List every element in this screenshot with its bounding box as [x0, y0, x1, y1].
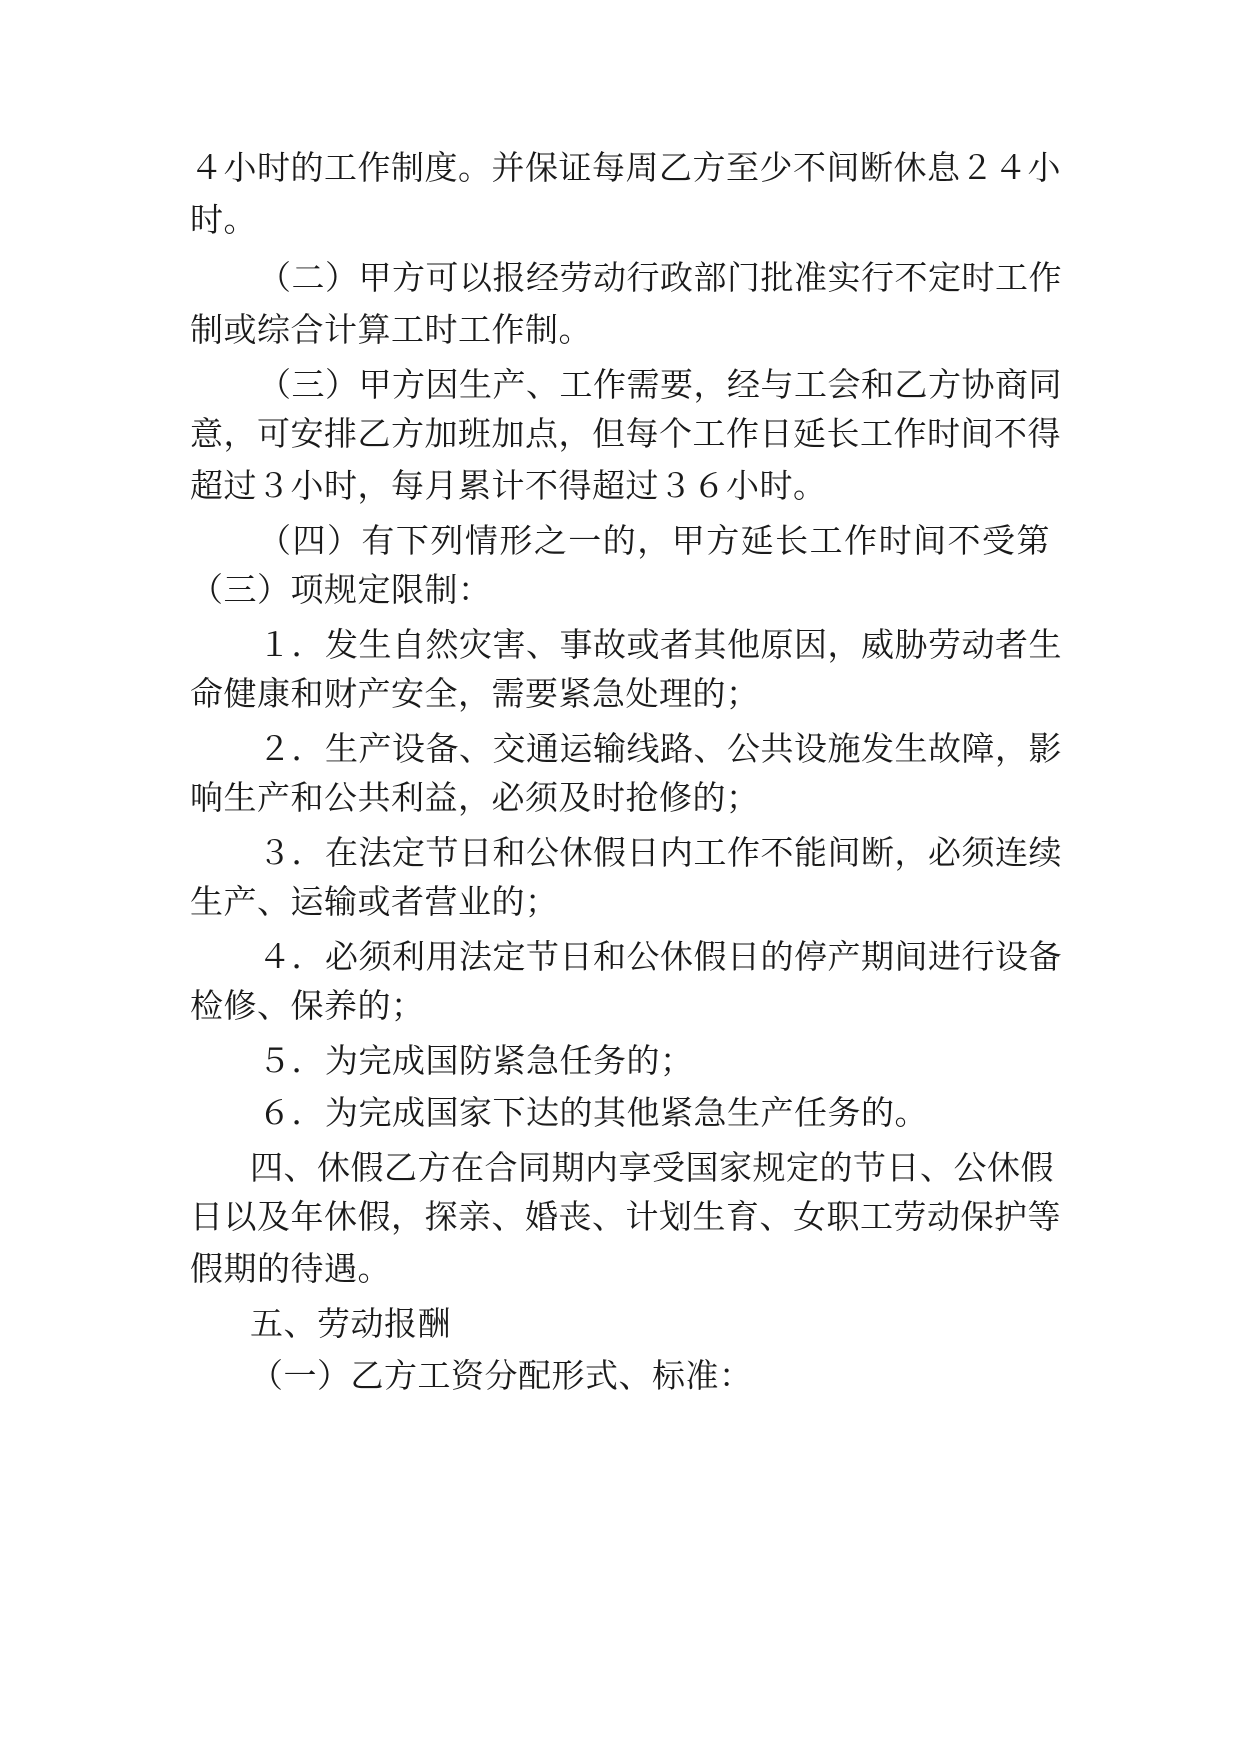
text-line-6: 意，可安排乙方加班加点，但每个工作日延长工作时间不得 [190, 414, 1061, 453]
text-line-12: ２．生产设备、交通运输线路、公共设施发生故障，影 [258, 729, 1062, 768]
text-line-21: 日以及年休假，探亲、婚丧、计划生育、女职工劳动保护等 [190, 1197, 1061, 1236]
text-line-22: 假期的待遇。 [190, 1249, 391, 1288]
text-line-19: ６．为完成国家下达的其他紧急生产任务的。 [258, 1093, 928, 1132]
text-line-1: ４小时的工作制度。并保证每周乙方至少不间断休息２４小 [190, 148, 1061, 187]
text-line-23: 五、劳动报酬 [250, 1304, 451, 1343]
text-line-16: ４．必须利用法定节日和公休假日的停产期间进行设备 [258, 937, 1062, 976]
text-line-20: 四、休假乙方在合同期内享受国家规定的节日、公休假 [250, 1148, 1054, 1187]
text-line-9: （三）项规定限制： [190, 570, 492, 609]
text-line-5: （三）甲方因生产、工作需要，经与工会和乙方协商同 [258, 365, 1062, 404]
text-line-8: （四）有下列情形之一的，甲方延长工作时间不受第 [258, 521, 1050, 560]
text-line-11: 命健康和财产安全，需要紧急处理的； [190, 674, 760, 713]
text-line-7: 超过３小时，每月累计不得超过３６小时。 [190, 466, 827, 505]
text-line-13: 响生产和公共利益，必须及时抢修的； [190, 778, 760, 817]
text-line-10: １．发生自然灾害、事故或者其他原因，威胁劳动者生 [258, 625, 1062, 664]
text-line-24: （一）乙方工资分配形式、标准： [250, 1356, 753, 1395]
text-line-18: ５．为完成国防紧急任务的； [258, 1041, 694, 1080]
text-line-14: ３．在法定节日和公休假日内工作不能间断，必须连续 [258, 833, 1062, 872]
text-line-2: 时。 [190, 200, 257, 239]
text-line-17: 检修、保养的； [190, 986, 425, 1025]
text-line-3: （二）甲方可以报经劳动行政部门批准实行不定时工作 [258, 258, 1062, 297]
text-line-4: 制或综合计算工时工作制。 [190, 310, 592, 349]
text-line-15: 生产、运输或者营业的； [190, 882, 559, 921]
